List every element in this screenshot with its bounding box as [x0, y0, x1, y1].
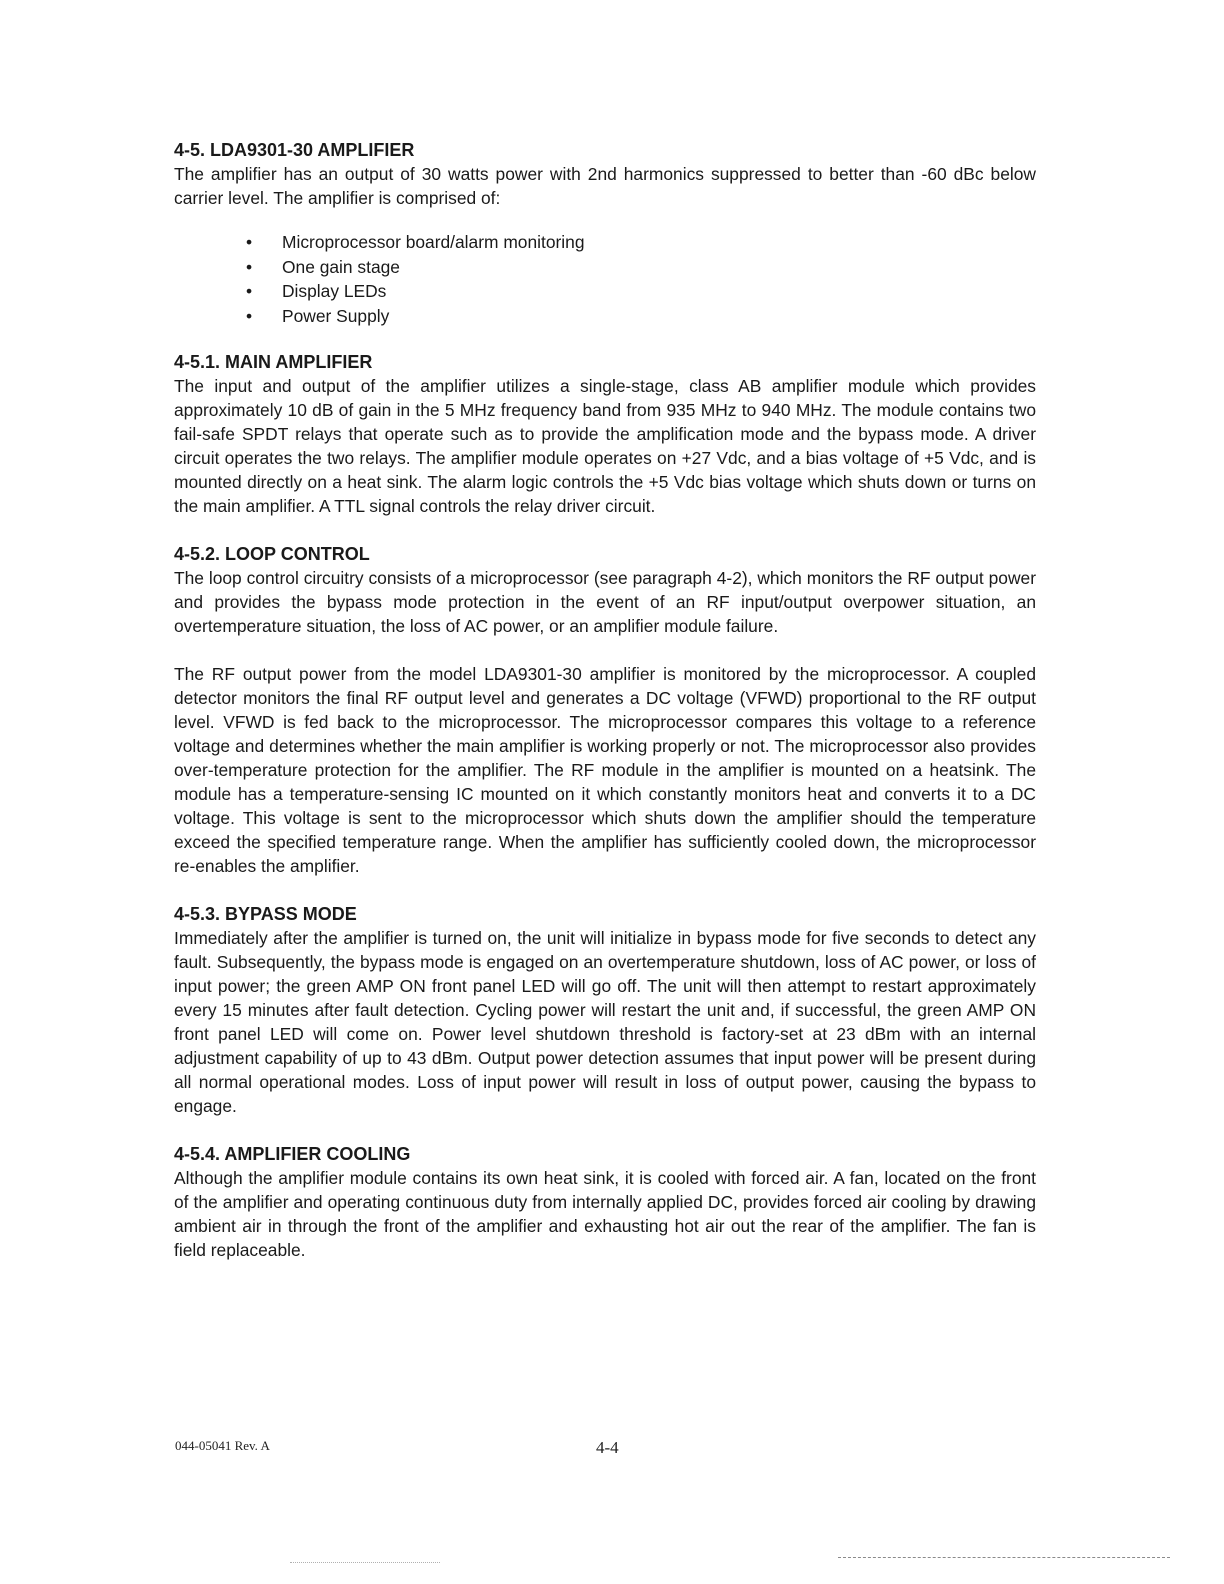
bullet-icon: • [245, 281, 253, 301]
list-item [174, 230, 1036, 255]
list-item-text: Display LEDs [282, 281, 387, 301]
section-paragraph: Immediately after the amplifier is turned on, the unit will initialize in bypass mode for five seconds to detect any fault. Subsequently, the bypass mode is engaged on an overtemperature shutdown, loss of AC power, or loss of input power; the green AMP ON front panel LED will go off. The unit will then attempt to restart approximately every 15 minutes after fault detection. Cycling power will restart the unit and, if successful, the green AMP ON front panel LED will come on. Power level shutdown threshold is factory-set at 23 dBm with an internal adjustment capability of up to 43 dBm. Output power detection assumes that input power will be present during all normal operational modes. Loss of input power will result in loss of output power, causing the bypass to engage. [174, 928, 1036, 1116]
list-item-text: Microprocessor board/alarm monitoring [282, 232, 585, 252]
paragraph-spacer [174, 638, 1036, 662]
document-number: 044-05041 Rev. A [175, 1438, 270, 1453]
list-item [174, 304, 1036, 329]
section-4-5-4 [174, 1142, 1036, 1262]
scan-artifact-line [290, 1562, 440, 1563]
section-4-5-1 [174, 350, 1036, 518]
section-paragraph: The RF output power from the model LDA9301-30 amplifier is monitored by the microprocessor. A coupled detector monitors the final RF output level and generates a DC voltage (VFWD) proportional to the RF output level. VFWD is fed back to the microprocessor. The microprocessor compares this voltage to a reference voltage and determines whether the main amplifier is working properly or not. The microprocessor also provides over-temperature protection for the amplifier. The RF module in the amplifier is mounted on a heatsink. The module has a temperature-sensing IC mounted on it which constantly monitors heat and converts it to a DC voltage. This voltage is sent to the microprocessor which shuts down the amplifier should the temperature exceed the specified temperature range. When the amplifier has sufficiently cooled down, the microprocessor re-enables the amplifier. [174, 664, 1036, 876]
section-4-5-2 [174, 542, 1036, 878]
section-spacer [174, 328, 1036, 350]
section-paragraph: The input and output of the amplifier utilizes a single-stage, class AB amplifier module which provides approximately 10 dB of gain in the 5 MHz frequency band from 935 MHz to 940 MHz. The module contains two fail-safe SPDT relays that operate such as to provide the amplification mode and the bypass mode. A driver circuit operates the two relays. The amplifier module operates on +27 Vdc, and a bias voltage of +5 Vdc, and is mounted directly on a heat sink. The alarm logic controls the +5 Vdc bias voltage which shuts down or turns on the main amplifier. A TTL signal controls the relay driver circuit. [174, 376, 1036, 516]
bullet-icon: • [245, 305, 253, 326]
list-item [174, 279, 1036, 304]
bullet-icon: • [245, 256, 253, 277]
section-heading: 4-5.3. BYPASS MODE [174, 904, 357, 924]
component-list [174, 230, 1036, 328]
section-heading: 4-5.2. LOOP CONTROL [174, 544, 370, 564]
section-spacer [174, 518, 1036, 542]
section-paragraph: The loop control circuitry consists of a microprocessor (see paragraph 4-2), which monitors the RF output power and provides the bypass mode protection in the event of an RF input/output overpower situation, an overtemperature situation, the loss of AC power, or an amplifier module failure. [174, 568, 1036, 636]
section-4-5 [174, 138, 1036, 328]
section-heading: 4-5.4. AMPLIFIER COOLING [174, 1144, 411, 1164]
bullet-icon: • [245, 232, 253, 252]
section-paragraph: The amplifier has an output of 30 watts power with 2nd harmonics suppressed to better than -60 dBc below carrier level. The amplifier is comprised of: [174, 164, 1036, 208]
list-item-text: Power Supply [282, 305, 390, 326]
scan-artifact-line [838, 1557, 1170, 1558]
section-paragraph: Although the amplifier module contains its own heat sink, it is cooled with forced air. A fan, located on the front of the amplifier and operating continuous duty from internally applied DC, provides forced air cooling by drawing ambient air in through the front of the amplifier and exhausting hot air out the rear of the amplifier. The fan is field replaceable. [174, 1168, 1036, 1260]
section-heading: 4-5. LDA9301-30 AMPLIFIER [174, 140, 415, 160]
page-number: 4-4 [596, 1438, 619, 1457]
section-heading: 4-5.1. MAIN AMPLIFIER [174, 352, 373, 372]
section-4-5-3 [174, 902, 1036, 1118]
section-spacer [174, 1118, 1036, 1142]
section-spacer [174, 878, 1036, 902]
list-item [174, 255, 1036, 280]
document-page [174, 138, 1036, 1262]
list-item-text: One gain stage [282, 256, 400, 277]
